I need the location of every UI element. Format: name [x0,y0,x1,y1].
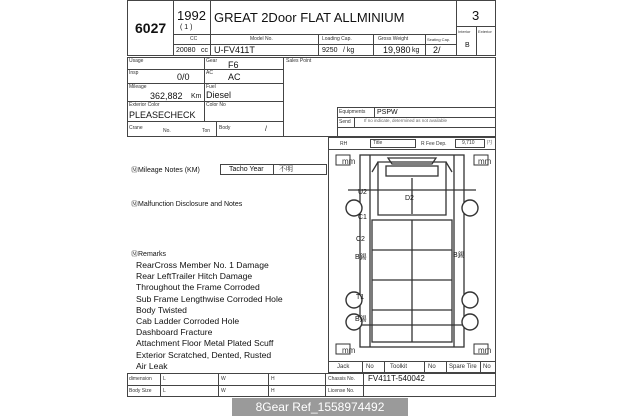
dimension-label: dimension [129,376,152,382]
model-name: GREAT 2Door FLAT ALLMINIUM [214,10,405,25]
mm-br: mm [478,346,492,355]
ac-value: AC [228,72,241,82]
crane-ton: Ton [202,128,211,134]
gross-weight-unit: kg [412,47,420,54]
remark-item: RearCross Member No. 1 Damage [136,260,269,270]
ac-label: AC [206,70,213,76]
body-size-label: Body Size [129,388,152,394]
r-fee-unit: 円 [487,140,493,146]
grade-top: 3 [472,8,480,23]
year: 1992 [177,8,206,23]
jack-value: No [366,364,374,370]
mileage-unit: Km [191,93,202,100]
lot-number: 6027 [135,20,167,36]
cc-label: CC [190,36,198,42]
equipments-value: PSPW [377,109,398,116]
send-label: Send [339,119,351,125]
reference-banner: 8Gear Ref_1558974492 [232,398,408,416]
body-h: H [271,388,275,394]
loading-cap-label: Loading Cap. [322,36,352,42]
seating-cap: 2/ [433,45,441,55]
gross-weight: 19,980 [383,45,411,55]
remark-item: Throughout the Frame Corroded [136,282,260,293]
fuel-value: Diesel [206,90,232,100]
model-no-label: Model No. [250,36,273,42]
mileage-value: 362,882 [150,91,183,101]
mark-u2: U2 [358,189,367,196]
gear-value: F6 [228,60,239,70]
dim-w: W [221,376,226,382]
model-no: U-FV411T [214,45,255,55]
mark-d2: D2 [405,195,414,202]
body-w: W [221,388,226,394]
truck-diagram [328,150,496,360]
remarks-label: ⓂRemarks [131,251,167,258]
cc-value: 20080 [176,47,196,54]
mark-b-left2: B錫 [355,316,367,323]
year-sub: ( 1 ) [180,24,193,31]
fuel-label: Fuel [206,84,216,90]
remark-item: Attachment Floor Metal Plated Scuff [136,338,274,349]
remark-item: Air Leak [136,360,168,371]
remark-item: Exterior Scratched, Dented, Rusted [136,349,272,360]
mark-c1: C1 [358,214,367,221]
remark-item: Cab Ladder Corroded Hole [136,316,240,327]
spare-tire-value: No [483,364,491,370]
gross-weight-label: Gross Weight [378,36,409,42]
mark-t1: T1 [356,294,365,301]
malfunction-label: ⓂMalfunction Disclosure and Notes [131,201,243,208]
mm-tl: mm [342,157,356,166]
r-fee-label: R Fee Dep. [421,141,447,147]
usage-label: Usage [129,58,144,64]
tacho-value: 不明 [279,166,293,173]
insp-value: 0/0 [177,72,190,82]
mm-tr: mm [478,157,492,166]
cc-unit: cc [201,47,208,54]
toolkit-label: Toolkit [390,364,408,370]
exterior-color-value: PLEASECHECK [129,110,196,120]
crane-no: No. [163,128,171,134]
toolkit-value: No [428,364,436,370]
interior-label: Interior [458,29,471,34]
exterior-label: Exterior [478,29,492,34]
remark-item: Rear LeftTrailer Hitch Damage [136,271,253,282]
spare-tire-label: Spare Tire [449,364,477,370]
mark-c2: C2 [356,236,365,243]
mileage-notes-label: ⓂMileage Notes (KM) [131,167,200,174]
gear-label: Gear [206,58,218,64]
interior-grade: B [465,42,470,49]
mark-b-left: B錫 [355,254,367,261]
remark-item: Body Twisted [136,304,187,315]
body-value: / [265,126,267,133]
tacho-year-label: Tacho Year [229,166,264,173]
r-fee-value: 9,710 [462,140,475,146]
color-no-label: Color No [206,102,226,108]
body-label: Body [219,125,231,131]
sales-point-label: Sales Point [286,58,312,64]
exterior-color-label: Exterior Color [129,102,160,108]
send-note: If no indicate, determined as not available [364,118,448,123]
title-label: Title [373,140,383,146]
insp-label: Insp [129,70,139,76]
dim-h: H [271,376,275,382]
mm-bl: mm [342,346,356,355]
equipments-label: Equipments [339,109,366,115]
remarks-list [136,260,283,372]
loading-cap: 9250 [322,47,338,54]
chassis-no: FV411T-540042 [368,374,425,383]
mark-b-right: B錫 [453,252,465,259]
loading-cap-unit: / kg [343,47,355,54]
crane-label: Crane [129,125,143,131]
mileage-label: Mileage [129,84,147,90]
remark-item: Dashboard Fracture [136,327,213,338]
jack-label: Jack [337,364,350,370]
dim-l: L [163,376,166,382]
body-l: L [163,388,166,394]
seating-label: Seating Cap. [427,37,451,42]
license-label: License No. [328,388,355,394]
rh-label: RH [340,141,348,147]
chassis-label: Chassis No. [328,376,355,382]
remark-item: Sub Frame Lengthwise Corroded Hole [136,293,283,304]
